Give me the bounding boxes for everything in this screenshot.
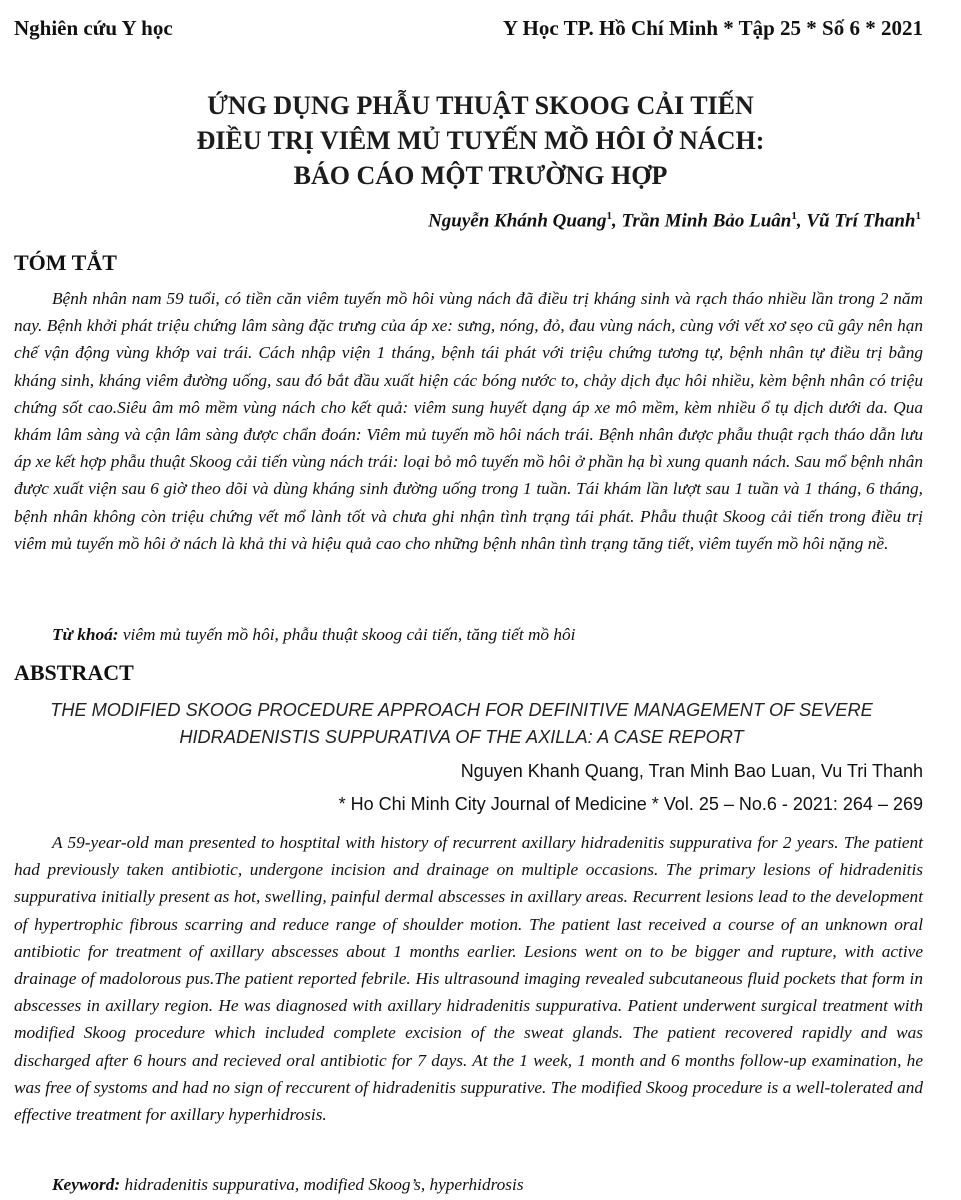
article-title [0, 88, 961, 193]
abstract-heading: ABSTRACT [14, 660, 134, 685]
abstract-authors: Nguyen Khanh Quang, Tran Minh Bao Luan, Vu Tri Thanh [460, 761, 923, 781]
authors-vi: Nguyễn Khánh Quang$^1$, Trần Minh Bảo Luân$^1$, Vũ Trí Thanh$^1$ [428, 210, 921, 232]
running-header [14, 16, 923, 41]
summary-keywords [52, 625, 923, 645]
header-section: Nghiên cứu Y học [14, 16, 173, 40]
summary-body: Bệnh nhân nam 59 tuổi, có tiền căn viêm tuyến mồ hôi vùng nách đã điều trị kháng sinh và rạch tháo nhiều lần trong 2 năm nay. Bệnh khởi phát triệu chứng lâm sàng đặc trưng của áp xe: sưng, nóng, đỏ, đau vùng nách, cùng với vết xơ sẹo cũ gây nên hạn chế vận động vùng khớp vai trái. Cách nhập viện 1 tháng, bệnh tái phát với triệu chứng tương tự, bệnh nhân tự điều trị bằng kháng sinh, kháng viêm đường uống, sau đó bắt đầu xuất hiện các bóng nước to, chảy dịch đục hôi nhiều, kèm bệnh nhân có triệu chứng sốt cao.Siêu âm mô mềm vùng nách cho kết quả: viêm sung huyết dạng áp xe mô mềm, kèm nhiều ổ tụ dịch dưới da. Qua khám lâm sàng và cận lâm sàng được chẩn đoán: Viêm mủ tuyến mồ hôi nách trái. Bệnh nhân được phẫu thuật rạch tháo dẫn lưu áp xe kết hợp phẫu thuật Skoog cải tiến vùng nách trái: loại bỏ mô tuyến mồ hôi ở phần hạ bì xung quanh nách. Sau mổ bệnh nhân được xuất viện sau 6 giờ theo dõi và dùng kháng sinh đường uống trong 1 tuần. Tái khám lần lượt sau 1 tuần và 1 tháng, 6 tháng, bệnh nhân không còn triệu chứng vết mổ lành tốt và chưa ghi nhận tình trạng tái phát. Phẫu thuật Skoog cải tiến trong điều trị viêm mủ tuyến mồ hôi ở nách là khả thi và hiệu quả cao cho những bệnh nhân tình trạng tăng tiết, viêm tuyến mồ hôi nặng nề. [14, 289, 923, 553]
author-affiliation: 1 [606, 210, 613, 222]
keywords-text: hidradenitis suppurativa, modified Skoog’s, hyperhidrosis [124, 1175, 524, 1194]
abstract-body: A 59-year-old man presented to hosptital with history of recurrent axillary hidradenitis suppurativa for 2 years. The patient had previously taken antibiotic, undergone incision and drainage on multiple occasions. The primary lesions of hidradenitis suppurativa initially present as hot, swelling, painful dermal abscesses in axillary areas. Recurrent lesions lead to the development of hypertrophic fibrous scarring and reduce range of shoulder motion. The patient last received a course of an unknown oral antibiotic for treatment of axillary abscesses about 1 months earlier. Lesions went on to be bigger and rupture, with active drainage of madolorous pus.The patient reported febrile. His ultrasound imaging revealed subcutaneous fluid pockets that form in abscesses in axillary region. He was diagnosed with axillary hidradenitis suppurativa. Patient underwent surgical treatment with modified Skoog procedure which included complete excision of the sweat glands. The patient recovered rapidly and was discharged after 6 hours and recieved oral antibiotic for 7 days. At the 1 week, 1 month and 6 months follow-up examination, he was free of systoms and had no sign of reccurent of hidradenitis suppurative. The modified Skoog procedure is a well-tolerated and effective treatment for axillary hyperhidrosis. [14, 833, 923, 1125]
author-name: Trần Minh Bảo Luân [621, 210, 792, 232]
abstract-title-line: HIDRADENISTIS SUPPURATIVA OF THE AXILLA: A CASE REPORT [179, 727, 744, 747]
title-line: BÁO CÁO MỘT TRƯỜNG HỢP [293, 161, 668, 190]
author-affiliation: 1 [791, 210, 797, 222]
journal-citation: * Ho Chi Minh City Journal of Medicine * Vol. 25 – No.6 - 2021: 264 – 269 [338, 794, 923, 814]
title-line: ĐIỀU TRỊ VIÊM MỦ TUYẾN MỒ HÔI Ở NÁCH: [196, 126, 765, 155]
keywords-label: Keyword: [52, 1175, 121, 1194]
keywords-label: Từ khoá: [52, 625, 119, 644]
summary-heading: TÓM TẮT [14, 250, 117, 275]
author-name: Vũ Trí Thanh [806, 210, 916, 232]
header-journal: Y Học TP. Hồ Chí Minh * Tập 25 * Số 6 * 2021 [502, 16, 923, 40]
author-affiliation: 1 [915, 210, 921, 222]
abstract-title [0, 697, 923, 751]
title-line: ỨNG DỤNG PHẪU THUẬT SKOOG CẢI TIẾN [207, 91, 754, 120]
abstract-title-line: THE MODIFIED SKOOG PROCEDURE APPROACH FOR DEFINITIVE MANAGEMENT OF SEVERE [50, 700, 873, 720]
keywords-text: viêm mủ tuyến mồ hôi, phẫu thuật skoog cải tiến, tăng tiết mồ hôi [122, 625, 576, 644]
author-name: Nguyễn Khánh Quang [428, 210, 607, 232]
abstract-keywords [52, 1175, 923, 1195]
